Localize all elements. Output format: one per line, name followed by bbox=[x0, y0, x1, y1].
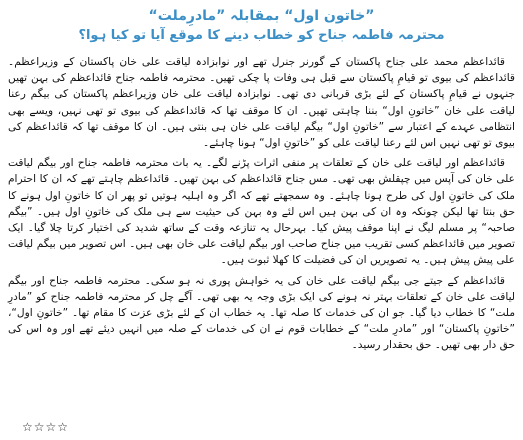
article-title: ”خاتون اول“ بمقابلہ ”مادرِملت“ bbox=[148, 8, 375, 24]
article-paragraph-1: قائداعظم محمد علی جناح پاکستان کے گورنر جنرل تھے اور نوابزادہ لیاقت علی خان پاکستان کے وزیراعظم۔ قائداعظم کی بیوی تو قیامِ پاکستان سے قبل ہی وفات پا چکی تھیں۔ محترمہ فاطمہ جناح قائداعظم کی بہن تھیں جنہوں نے قیامِ پاکستان کے لئے بڑی قربانی دی تھی۔ نوابزادہ لیاقت علی خان وزیراعظم پاکستان کی بیگم رعنا لیاقت علی خان ”خاتونِ اول“ بننا چاہتی تھیں۔ ان کا موقف تھا کہ قائداعظم کی بیوی تو تھی نہیں، ویسے بھی انتظامی عہدے کے اعتبار سے ”خاتونِ اول“ بیگم لیاقت علی خان ہی بنتی ہیں۔ ان کا موقف تھا کہ قائداعظم کی بیوی تو تھی نہیں اس لئے رعنا لیاقت علی کو ”خاتونِ اول“ ہونا چاہئے۔ bbox=[8, 56, 515, 150]
headline-block bbox=[8, 6, 515, 46]
article-subtitle: محترمہ فاطمہ جناح کو خطاب دینے کا موقع آیا تو کیا ہوا؟ bbox=[78, 28, 445, 43]
article-body bbox=[8, 54, 515, 354]
article-paragraph-2: قائداعظم اور لیاقت علی خان کے تعلقات پر منفی اثرات پڑنے لگے۔ یہ بات محترمہ فاطمہ جناح اور بیگم لیاقت علی خان کی آپس میں چپقلش بھی تھی۔ مس جناح قائداعظم کی بہن تھیں۔ قائداعظم چاہتے تھے کہ ان کا احترام ملک کی خاتونِ اول کی طرح ہونا چاہئے۔ وہ سمجھتے تھے کہ اگر وہ اہلیہ ہوتیں تو پھر ان کا خاتونِ اول ہونے کا حق بنتا تھا لیکن چونکہ وہ ان کی بہن ہیں اس لئے وہ بہن کی حیثیت سے ہی ملک کی خاتونِ اول ہیں۔ ”بیگم صاحبہ“ پر مسلم لیگ نے اپنا موقف پیش کیا۔ بہرحال یہ تنازعہ وقت کے ساتھ شدید کی اختیار کرتا چلا گیا۔ ایک تصویر میں قائداعظم کسی تقریب میں جناح صاحب اور بیگم لیاقت علی خان بھی ہیں۔ اس تصویر میں بیگم لیاقت علی پیش پیش ہیں۔ یہ تصویریں ان کی فضیلت کا کھلا ثبوت ہیں۔ bbox=[8, 157, 515, 267]
end-stars-icon: ☆☆☆☆ bbox=[22, 420, 70, 434]
article-paragraph-3: قائداعظم کے جیتے جی بیگم لیاقت علی خان کی یہ خواہش پوری نہ ہو سکی۔ محترمہ فاطمہ جناح اور بیگم لیاقت علی خان کے تعلقات بہتر نہ ہونے کی ایک بڑی وجہ یہ بھی تھی۔ آگے چل کر محترمہ فاطمہ جناح کو ”مادرِ ملت“ کا خطاب دیا گیا۔ جو ان کی خدمات کا صلہ تھا۔ یہ خطاب ان کے لئے بڑی عزت کا مقام تھا۔ ”خاتونِ اول“، ”خاتونِ پاکستان“ اور ”مادرِ ملت“ کے خطابات قوم نے ان کی خدمات کے صلہ میں انہیں دیئے تھے اور وہ اس کی حق دار بھی تھیں۔ حق بحقدار رسید۔ bbox=[8, 274, 515, 352]
